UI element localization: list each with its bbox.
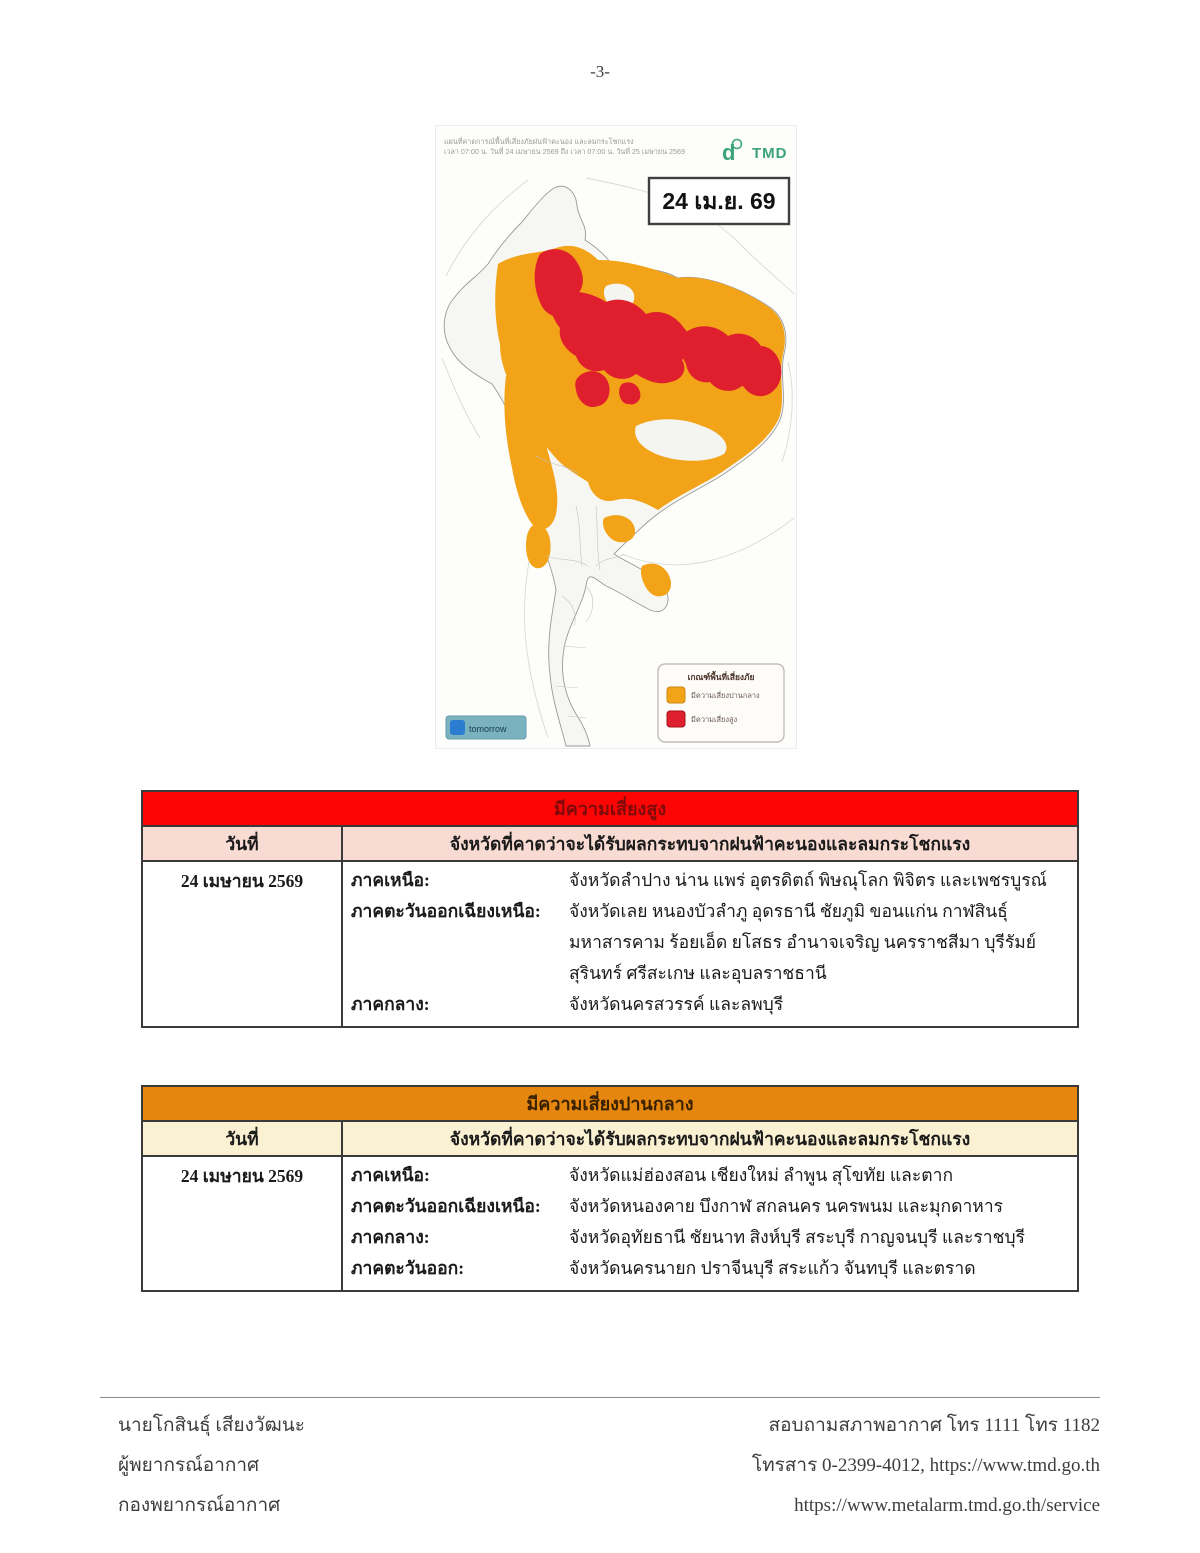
- region-label: ภาคกลาง:: [351, 1227, 430, 1247]
- logo-d-glyph: d: [722, 140, 736, 165]
- region-provinces: จังหวัดลำปาง น่าน แพร่ อุตรดิตถ์ พิษณุโลก พิจิตร และเพชรบูรณ์: [569, 870, 1047, 890]
- tomorrow-logo-icon: [450, 720, 465, 735]
- contact-fax-web: โทรสาร 0-2399-4012, https://www.tmd.go.th: [751, 1455, 1100, 1476]
- high-risk-table: [141, 790, 1079, 1028]
- moderate-date-cell: 24 เมษายน 2569: [143, 1157, 343, 1290]
- moderate-row-central: [351, 1222, 1071, 1253]
- region-label: ภาคตะวันออกเฉียงเหนือ:: [351, 901, 541, 921]
- tomorrow-label: tomorrow: [469, 724, 507, 734]
- moderate-row-east: [351, 1253, 1071, 1284]
- forecaster-name: นายโกสินธุ์ เสียงวัฒนะ: [118, 1415, 305, 1436]
- thailand-risk-map: [435, 125, 797, 749]
- legend-swatch-moderate: [667, 687, 685, 703]
- high-col-date-header: วันที่: [143, 827, 343, 860]
- high-row-northeast: [351, 896, 1071, 989]
- high-row-north: [351, 865, 1071, 896]
- legend-label-high: มีความเสี่ยงสูง: [691, 715, 738, 724]
- legend-label-moderate: มีความเสี่ยงปานกลาง: [691, 691, 760, 700]
- region-provinces: จังหวัดนครนายก ปราจีนบุรี สระแก้ว จันทบุรี และตราด: [569, 1258, 976, 1278]
- forecaster-title: ผู้พยากรณ์อากาศ: [118, 1455, 260, 1476]
- map-date-box: [649, 178, 789, 224]
- tomorrow-watermark: [446, 716, 526, 739]
- map-title-line2: เวลา 07:00 น. วันที่ 24 เมษายน 2569 ถึง เวลา 07:00 น. วันที่ 25 เมษายน 2569: [444, 147, 686, 156]
- forecaster-division: กองพยากรณ์อากาศ: [118, 1495, 281, 1516]
- high-row-central: [351, 989, 1071, 1020]
- moderate-risk-table-title: มีความเสี่ยงปานกลาง: [143, 1087, 1077, 1120]
- footer-divider: [100, 1397, 1100, 1398]
- moderate-col-provinces-header: จังหวัดที่คาดว่าจะได้รับผลกระทบจากฝนฟ้าคะนองและลมกระโชกแรง: [449, 1128, 971, 1149]
- map-title-line1: แผนที่คาดการณ์พื้นที่เสี่ยงภัยฝนฟ้าคะนอง และลมกระโชกแรง: [444, 137, 634, 146]
- logo-tmd-text: TMD: [752, 145, 788, 162]
- region-label: ภาคตะวันออก:: [351, 1258, 465, 1278]
- contact-phone: สอบถามสภาพอากาศ โทร 1111 โทร 1182: [768, 1415, 1100, 1436]
- region-provinces: จังหวัดอุทัยธานี ชัยนาท สิงห์บุรี สระบุรี กาญจนบุรี และราชบุรี: [569, 1227, 1025, 1247]
- high-date-cell: 24 เมษายน 2569: [143, 862, 343, 1026]
- region-provinces: จังหวัดเลย หนองบัวลำภู อุดรธานี ชัยภูมิ ขอนแก่น กาฬสินธุ์ มหาสารคาม ร้อยเอ็ด ยโสธร อำนาจเจริญ นครราชสีมา บุรีรัมย์ สุรินทร์ ศรีสะเกษ และอุบลราชธานี: [569, 901, 1037, 983]
- region-provinces: จังหวัดหนองคาย บึงกาฬ สกลนคร นครพนม และมุกดาหาร: [569, 1196, 1004, 1216]
- page-number: -3-: [590, 62, 610, 81]
- moderate-row-northeast: [351, 1191, 1071, 1222]
- tmd-digital-logo: [722, 140, 788, 166]
- region-provinces: จังหวัดแม่ฮ่องสอน เชียงใหม่ ลำพูน สุโขทัย และตาก: [569, 1165, 954, 1185]
- high-col-provinces-header: จังหวัดที่คาดว่าจะได้รับผลกระทบจากฝนฟ้าคะนองและลมกระโชกแรง: [449, 833, 971, 854]
- region-label: ภาคตะวันออกเฉียงเหนือ:: [351, 1196, 541, 1216]
- region-label: ภาคกลาง:: [351, 994, 430, 1014]
- map-date-text: 24 เม.ย. 69: [662, 188, 776, 214]
- legend-swatch-high: [667, 711, 685, 727]
- thailand-map-svg: [436, 126, 796, 748]
- contact-metalarm-url: https://www.metalarm.tmd.go.th/service: [794, 1495, 1100, 1516]
- footer: [100, 1406, 1100, 1526]
- map-legend: [658, 664, 784, 742]
- region-provinces: จังหวัดนครสวรรค์ และลพบุรี: [569, 994, 784, 1014]
- region-label: ภาคเหนือ:: [351, 1165, 430, 1185]
- moderate-risk-table: [141, 1085, 1079, 1292]
- contact-info-block: [752, 1406, 1100, 1526]
- legend-title: เกณฑ์พื้นที่เสี่ยงภัย: [687, 672, 755, 682]
- moderate-col-date-header: วันที่: [143, 1122, 343, 1155]
- forecaster-signature-block: [100, 1406, 305, 1526]
- high-risk-table-title: มีความเสี่ยงสูง: [143, 792, 1077, 825]
- region-label: ภาคเหนือ:: [351, 870, 430, 890]
- moderate-row-north: [351, 1160, 1071, 1191]
